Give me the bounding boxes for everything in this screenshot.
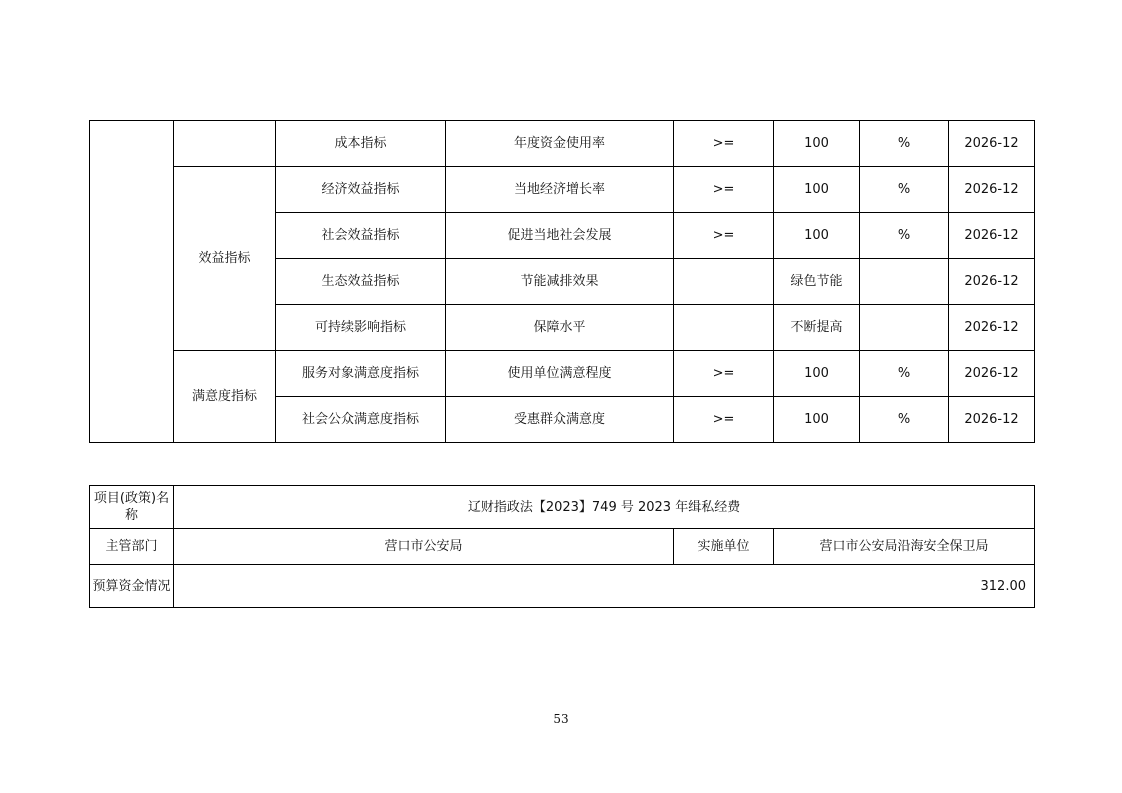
department-value: 营口市公安局 — [174, 529, 674, 565]
implementing-unit-label: 实施单位 — [674, 529, 774, 565]
indicator-name-cell: 促进当地社会发展 — [446, 213, 674, 259]
indicator-name-cell: 年度资金使用率 — [446, 121, 674, 167]
indicator-name-cell: 受惠群众满意度 — [446, 397, 674, 443]
table-row — [90, 565, 1035, 608]
level3-indicator-cell: 社会公众满意度指标 — [276, 397, 446, 443]
unit-cell: % — [860, 351, 949, 397]
indicator-name-cell: 使用单位满意程度 — [446, 351, 674, 397]
table-row — [90, 351, 1035, 397]
level3-indicator-cell: 经济效益指标 — [276, 167, 446, 213]
table-row — [90, 529, 1035, 565]
unit-cell: % — [860, 167, 949, 213]
implementing-unit-value: 营口市公安局沿海安全保卫局 — [774, 529, 1035, 565]
unit-cell — [860, 259, 949, 305]
date-cell: 2026-12 — [949, 213, 1035, 259]
date-cell: 2026-12 — [949, 305, 1035, 351]
project-name-label: 项目(政策)名称 — [90, 486, 174, 529]
indicator-name-cell: 保障水平 — [446, 305, 674, 351]
level3-indicator-cell: 生态效益指标 — [276, 259, 446, 305]
indicator-name-cell: 节能减排效果 — [446, 259, 674, 305]
date-cell: 2026-12 — [949, 351, 1035, 397]
unit-cell: % — [860, 213, 949, 259]
level3-indicator-cell: 可持续影响指标 — [276, 305, 446, 351]
department-label: 主管部门 — [90, 529, 174, 565]
operator-cell: >= — [674, 351, 774, 397]
target-value-cell: 100 — [774, 213, 860, 259]
target-value-cell: 不断提高 — [774, 305, 860, 351]
table-row — [90, 486, 1035, 529]
level3-indicator-cell: 成本指标 — [276, 121, 446, 167]
date-cell: 2026-12 — [949, 121, 1035, 167]
performance-indicator-table — [89, 120, 1035, 443]
operator-cell: >= — [674, 213, 774, 259]
table-row — [90, 121, 1035, 167]
level1-indicator-cell — [90, 121, 174, 443]
indicator-name-cell: 当地经济增长率 — [446, 167, 674, 213]
unit-cell: % — [860, 397, 949, 443]
operator-cell: >= — [674, 121, 774, 167]
target-value-cell: 100 — [774, 121, 860, 167]
level3-indicator-cell: 服务对象满意度指标 — [276, 351, 446, 397]
project-info-table — [89, 485, 1035, 608]
unit-cell — [860, 305, 949, 351]
date-cell: 2026-12 — [949, 397, 1035, 443]
level3-indicator-cell: 社会效益指标 — [276, 213, 446, 259]
target-value-cell: 100 — [774, 351, 860, 397]
date-cell: 2026-12 — [949, 259, 1035, 305]
target-value-cell: 100 — [774, 397, 860, 443]
page-number: 53 — [553, 712, 569, 726]
budget-label: 预算资金情况 — [90, 565, 174, 608]
operator-cell — [674, 259, 774, 305]
project-name-value: 辽财指政法【2023】749 号 2023 年缉私经费 — [174, 486, 1035, 529]
budget-value: 312.00 — [174, 565, 1035, 608]
target-value-cell: 100 — [774, 167, 860, 213]
operator-cell: >= — [674, 397, 774, 443]
satisfaction-group-cell: 满意度指标 — [174, 351, 276, 443]
target-value-cell: 绿色节能 — [774, 259, 860, 305]
table-row — [90, 167, 1035, 213]
unit-cell: % — [860, 121, 949, 167]
level2-indicator-cell — [174, 121, 276, 167]
operator-cell: >= — [674, 167, 774, 213]
date-cell: 2026-12 — [949, 167, 1035, 213]
operator-cell — [674, 305, 774, 351]
benefit-group-cell: 效益指标 — [174, 167, 276, 351]
